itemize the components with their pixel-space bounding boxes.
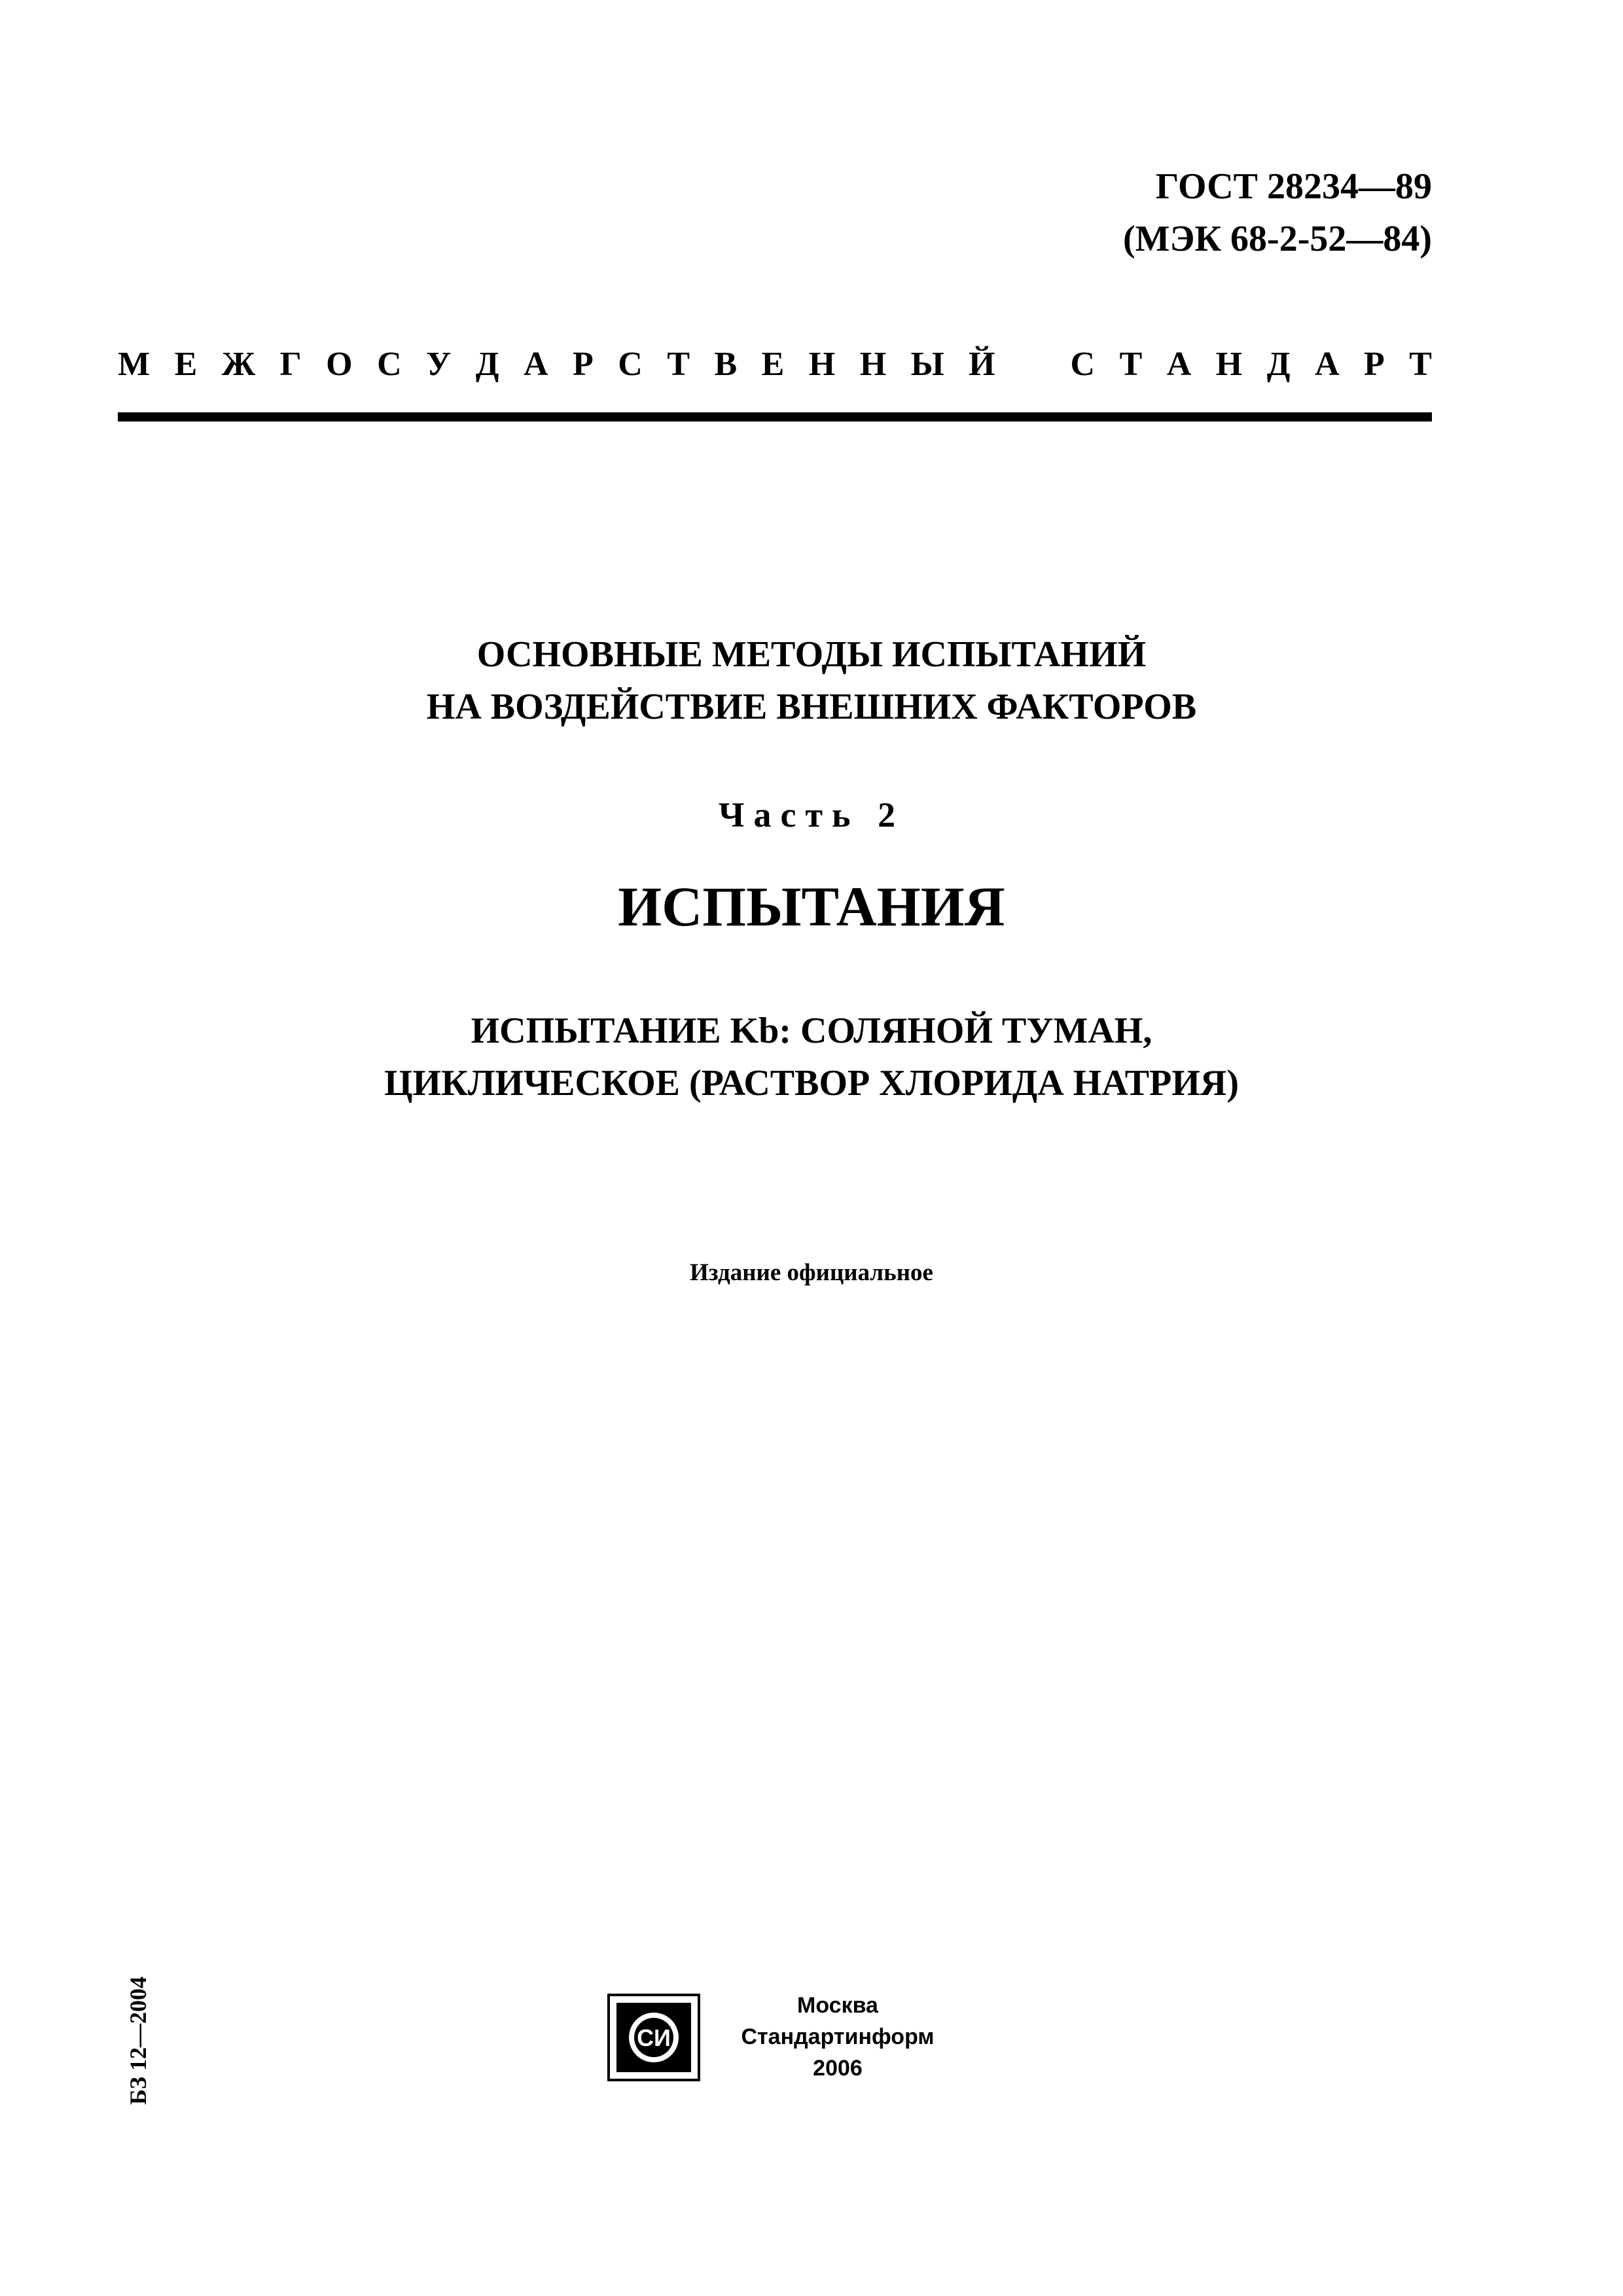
general-title-line-1: ОСНОВНЫЕ МЕТОДЫ ИСПЫТАНИЙ <box>476 634 1147 675</box>
standard-designation <box>1123 160 1432 265</box>
publisher-city: Москва <box>797 1993 878 2018</box>
document-kind-letter: А <box>1166 346 1192 383</box>
general-title <box>0 628 1623 733</box>
test-title-line-2: ЦИКЛИЧЕСКОЕ (РАСТВОР ХЛОРИДА НАТРИЯ) <box>383 1063 1240 1103</box>
publisher-year: 2006 <box>813 2056 863 2081</box>
document-kind-letter: Т <box>667 346 690 383</box>
document-kind-letter: С <box>377 346 402 383</box>
publisher-logo-icon <box>607 1994 700 2081</box>
document-kind-letter: В <box>714 346 738 383</box>
side-code <box>123 1977 156 2105</box>
edition-note: Издание официальное <box>690 1259 933 1286</box>
word-gap <box>1020 342 1046 387</box>
publisher-logo-text: СИ <box>637 2024 671 2051</box>
document-kind-letter: Р <box>1363 346 1385 383</box>
iec-number: (МЭК 68-2-52—84) <box>1122 219 1432 259</box>
gost-number: ГОСТ 28234—89 <box>1155 166 1432 207</box>
document-kind-letter: Р <box>573 346 594 383</box>
document-kind-letter: Д <box>1266 346 1291 383</box>
title-block <box>0 628 1623 1109</box>
document-kind-letter: Т <box>1119 346 1143 383</box>
document-kind-letter: Е <box>761 346 785 383</box>
document-kind-letter: С <box>1070 346 1096 383</box>
document-kind-letter: Н <box>859 346 887 383</box>
general-title-line-2: НА ВОЗДЕЙСТВИЕ ВНЕШНИХ ФАКТОРОВ <box>426 687 1197 727</box>
publisher-name: Стандартинформ <box>741 2024 935 2049</box>
document-kind-letter: Д <box>475 346 499 383</box>
document-kind-letter: Н <box>808 346 836 383</box>
document-kind-letter: У <box>426 346 452 383</box>
document-kind-letter: Е <box>174 346 198 383</box>
side-code-text: БЗ 12—2004 <box>125 1977 151 2105</box>
test-title <box>0 1005 1623 1109</box>
document-kind-letter: Т <box>1409 346 1432 383</box>
document-kind-letter: С <box>618 346 643 383</box>
document-kind-letter: Г <box>279 346 302 383</box>
document-kind-letter: Ы <box>910 346 944 383</box>
heading-rule <box>118 412 1432 422</box>
document-kind-letter: А <box>524 346 548 383</box>
part-title: ИСПЫТАНИЯ <box>618 875 1005 938</box>
document-kind-heading <box>118 342 1432 387</box>
document-kind-letter: Ж <box>221 346 256 383</box>
part-label: Часть 2 <box>718 795 905 834</box>
document-kind-letter: О <box>326 346 353 383</box>
document-kind-letter: Й <box>969 346 995 383</box>
document-kind-letter: М <box>118 346 151 383</box>
test-title-line-1: ИСПЫТАНИЕ Kb: СОЛЯНОЙ ТУМАН, <box>471 1011 1152 1051</box>
document-kind-letter: А <box>1314 346 1340 383</box>
document-kind-letter: Н <box>1215 346 1243 383</box>
publisher-block <box>720 1990 955 2084</box>
